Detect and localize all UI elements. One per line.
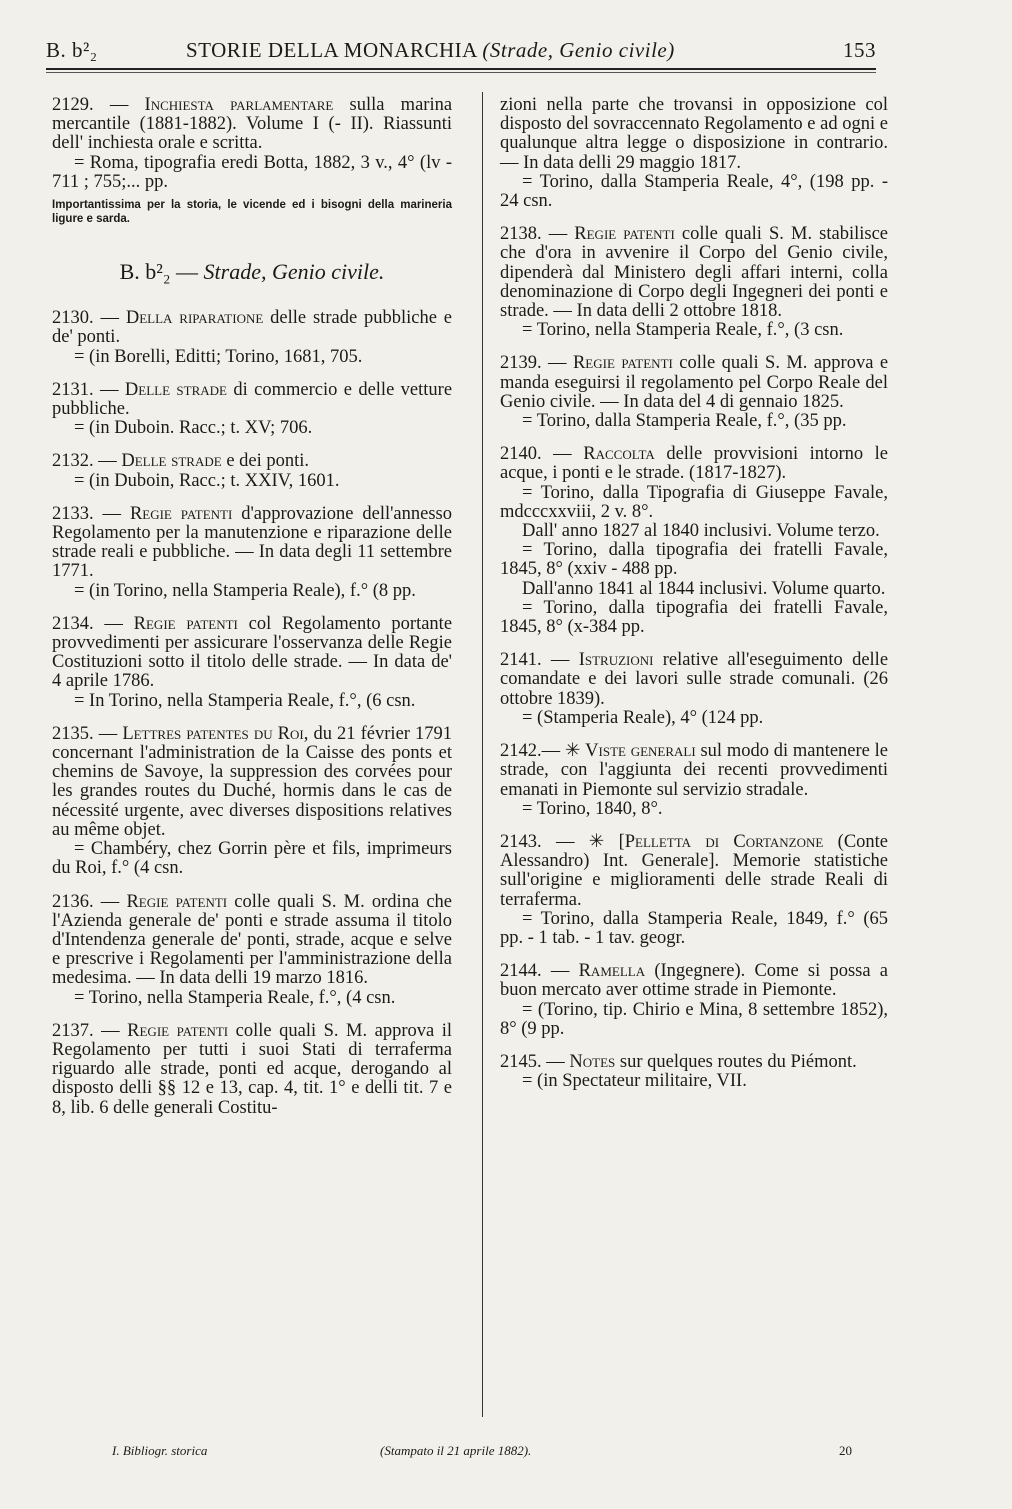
entry-2132 [52,452,452,490]
entry-text: sul modo di mantenere le strade, con l'aggiunta dei recenti provvedimenti emanati in Piemonte sul servizio stradale. [500,741,888,800]
entry-imprint: = Torino, nella Stamperia Reale, f.°, (3 csn. [522,320,844,341]
entry-heading: Regie patenti [574,224,675,245]
entry-heading: Inchiesta parlamentare [144,95,334,115]
running-header [46,38,876,66]
entry-heading: Delle strade [121,451,222,472]
entry-text: colle quali S. M. approva il Regolamento per tutti i suoi Stati di terraferma riguardo alle strade, ponti ed acque, derogando al disposto delli §§ 12 e 13, cap. 4, tit. 1° e delli tit. 7 e 8, lib. 6 delle generali Costitu- [52,1020,453,1118]
entry-text: col Regolamento portante provvedimenti per assicurare l'osservanza delle Regie Costituzioni sotto il titolo delle strade. — In data de' 4 aprile 1786. [52,613,453,692]
entry-number: 2133. — [52,503,122,524]
entry-text: d'approvazione dell'annesso Regolamento per la manutenzione e riparazione delle strade reali e pubbliche. — In data degli 11 settembre 1771. [52,503,452,582]
entry-number: 2137. — [52,1020,120,1041]
entry-2141 [500,651,888,728]
entry-2133 [52,505,452,601]
header-rule [46,68,876,70]
column-divider [482,92,483,1417]
entry-text: colle quali S. M. stabilisce che d'ora in avvenire il Corpo del Genio civile, dipenderà dal Ministero degli affari interni, colla denominazione di Corpo degli Ingegneri dei ponti e strade. — In data delli 2 ottobre 1818. [500,224,888,322]
entry-imprint: = Torino, dalla Stamperia Reale, 4°, (198 pp. - 24 csn. [500,171,888,212]
entry-text: zioni nella parte che trovansi in opposizione col disposto del sovraccennato Regolamento e ad ogni e qualunque altra legge o disposizione in contrario. — In data delli 29 maggio 1817. [500,95,888,173]
entry-2136 [52,893,452,1008]
entry-volume-note: Dall' anno 1827 al 1840 inclusivi. Volume terzo. [522,521,880,542]
section-heading [52,259,452,285]
entry-number: 2131. — [52,379,119,400]
entry-2137-continued [500,96,888,211]
entry-imprint: = Torino, 1840, 8°. [522,798,663,819]
entry-volume-note: Dall'anno 1841 al 1844 inclusivi. Volume quarto. [522,578,886,599]
header-rule-thin [46,72,876,73]
entry-number: 2129. — [52,95,129,115]
entry-2131 [52,381,452,439]
entry-number: 2135. — [52,723,118,744]
entry-heading: Notes [569,1051,616,1072]
entry-2144 [500,962,888,1039]
entry-text: colle quali S. M. ordina che l'Azienda generale de' ponti e strade assuma il titolo d'Intendenza generale de' ponti, strade, acque e selve e prescrive i Regolamenti per l'amministrazione della medesima. — In data delli 19 marzo 1816. [52,891,452,989]
page-number: 153 [843,38,876,62]
footer-left: I. Bibliogr. storica [112,1443,208,1458]
entry-text: delle strade pubbliche e de' ponti. [52,308,453,348]
entry-heading: Lettres patentes du Roi, [122,723,309,744]
entry-imprint: = Chambéry, chez Gorrin père et fils, imprimeurs du Roi, f.° (4 csn. [52,839,452,879]
entry-text: colle quali S. M. approva e manda eseguirsi il regolamento pel Corpo Reale del Genio civile. — In data del 4 di gennaio 1825. [500,353,889,412]
entry-heading: Pelletta di Cortanzone [624,831,824,852]
entry-number: 2145. — [500,1051,565,1072]
entry-heading: Ramella [578,961,646,982]
entry-text: (Ingegnere). Come si possa a buon mercato aver ottime strade in Piemonte. [500,961,888,1001]
entry-number: 2143. — ✳ [ [500,831,625,852]
entry-imprint: = Torino, dalla Tipografia di Giuseppe Favale, mdcccxxviii, 2 v. 8°. [500,482,888,522]
entry-heading: Regie patenti [133,613,238,634]
entry-text: e dei ponti. [226,451,310,472]
entry-imprint: = (Torino, tip. Chirio e Mina, 8 settembre 1852), 8° (9 pp. [500,999,888,1039]
entry-number: 2139. — [500,353,567,374]
entry-imprint: = (Stamperia Reale), 4° (124 pp. [522,707,764,728]
footer-right: 20 [839,1443,852,1458]
entry-2139 [500,354,888,431]
entry-heading: Raccolta [583,444,655,465]
right-column [500,96,888,1105]
entry-text: delle provvisioni intorno le acque, i ponti e le strade. (1817-1827). [500,444,889,484]
section-title: Strade, Genio civile. [203,259,385,285]
entry-heading: Regie patenti [129,503,233,524]
entry-heading: Viste generali [585,741,696,762]
entry-imprint: = (in Spectateur militaire, VII. [522,1071,747,1092]
entry-heading: Regie patenti [127,1020,229,1041]
entry-imprint: = (in Borelli, Editti; Torino, 1681, 705. [74,346,363,367]
signature-mark: B. b²₂ [46,38,98,62]
entry-2142 [500,742,888,819]
entry-text: sulla marina mercantile (1881-1882). Volume I (- II). Riassunti dell' inchiesta orale e scritta. [52,95,453,154]
entry-heading: Istruzioni [578,650,654,671]
entry-text: du 21 février 1791 concernant l'administration de la Caisse des ponts et chemins de Savoye, la suppression des corvées pour les grandes routes du Duché, hormis dans le cas de nécessité urgente, avec diverses dispositions relatives au même objet. [52,723,453,840]
entry-2134 [52,615,452,711]
section-prefix: B. b²₂ — [119,259,199,285]
entry-number: 2130. — [52,308,119,329]
entry-heading: Regie patenti [572,353,673,374]
entry-number: 2144. — [500,961,570,982]
page-footer [112,1443,852,1465]
entry-imprint: = (in Duboin. Racc.; t. XV; 706. [74,418,313,439]
entry-text: (Conte Alessandro) Int. Generale]. Memorie statistiche sull'origine e miglioramenti delle strade Reali di terraferma. [500,831,889,910]
entry-2145 [500,1053,888,1091]
entry-number: 2140. — [500,444,572,465]
entry-2143 [500,833,888,948]
entry-2129 [52,96,452,226]
entry-number: 2138. — [500,224,568,245]
entry-imprint: = Torino, nella Stamperia Reale, f.°, (4 csn. [74,987,396,1008]
entry-imprint: = (in Duboin, Racc.; t. XXIV, 1601. [74,470,340,491]
header-title-main: STORIE DELLA MONARCHIA [186,38,477,62]
entry-heading: Regie patenti [126,891,228,912]
header-title [186,38,675,63]
entry-2135 [52,725,452,879]
entry-heading: Della riparatione [125,308,264,329]
entry-number: 2134. — [52,613,123,634]
entry-number: 2142.— ✳ [500,741,581,762]
entry-number: 2132. — [52,451,117,472]
entry-2140 [500,445,888,637]
entry-text: sur quelques routes du Piémont. [619,1051,857,1072]
entry-number: 2141. — [500,650,570,671]
entry-imprint: = Torino, dalla tipografia dei fratelli Favale, 1845, 8° (x-384 pp. [500,597,888,638]
entry-imprint: = In Torino, nella Stamperia Reale, f.°, (6 csn. [74,690,416,711]
entry-2138 [500,225,888,340]
entry-2137 [52,1022,452,1118]
entry-number: 2136. — [52,891,120,912]
entry-text: relative all'eseguimento delle comandate e dei lavori sulle strade comunali. (26 ottobre 1839). [500,650,889,709]
entry-imprint: = Torino, dalla Stamperia Reale, f.°, (35 pp. [522,411,847,432]
footer-center: (Stampato il 21 aprile 1882). [380,1443,532,1458]
entry-imprint: = Torino, dalla Stamperia Reale, 1849, f.° (65 pp. - 1 tab. - 1 tav. geogr. [500,908,888,948]
entry-imprint: = Roma, tipografia eredi Botta, 1882, 3 v., 4° (lv - 711 ; 755;... pp. [52,152,452,192]
entry-imprint: = (in Torino, nella Stamperia Reale), f.° (8 pp. [74,580,416,601]
entry-heading: Delle strade [124,379,227,400]
left-column [52,96,452,1132]
entry-2130 [52,309,452,367]
entry-text: di commercio e delle vetture pubbliche. [52,379,453,420]
entry-imprint: = Torino, dalla tipografia dei fratelli Favale, 1845, 8° (xxiv - 488 pp. [500,540,888,580]
entry-note: Importantissima per la storia, le vicende ed i bisogni della marineria ligure e sarda. [52,199,452,226]
header-title-italic: (Strade, Genio civile) [482,38,675,62]
